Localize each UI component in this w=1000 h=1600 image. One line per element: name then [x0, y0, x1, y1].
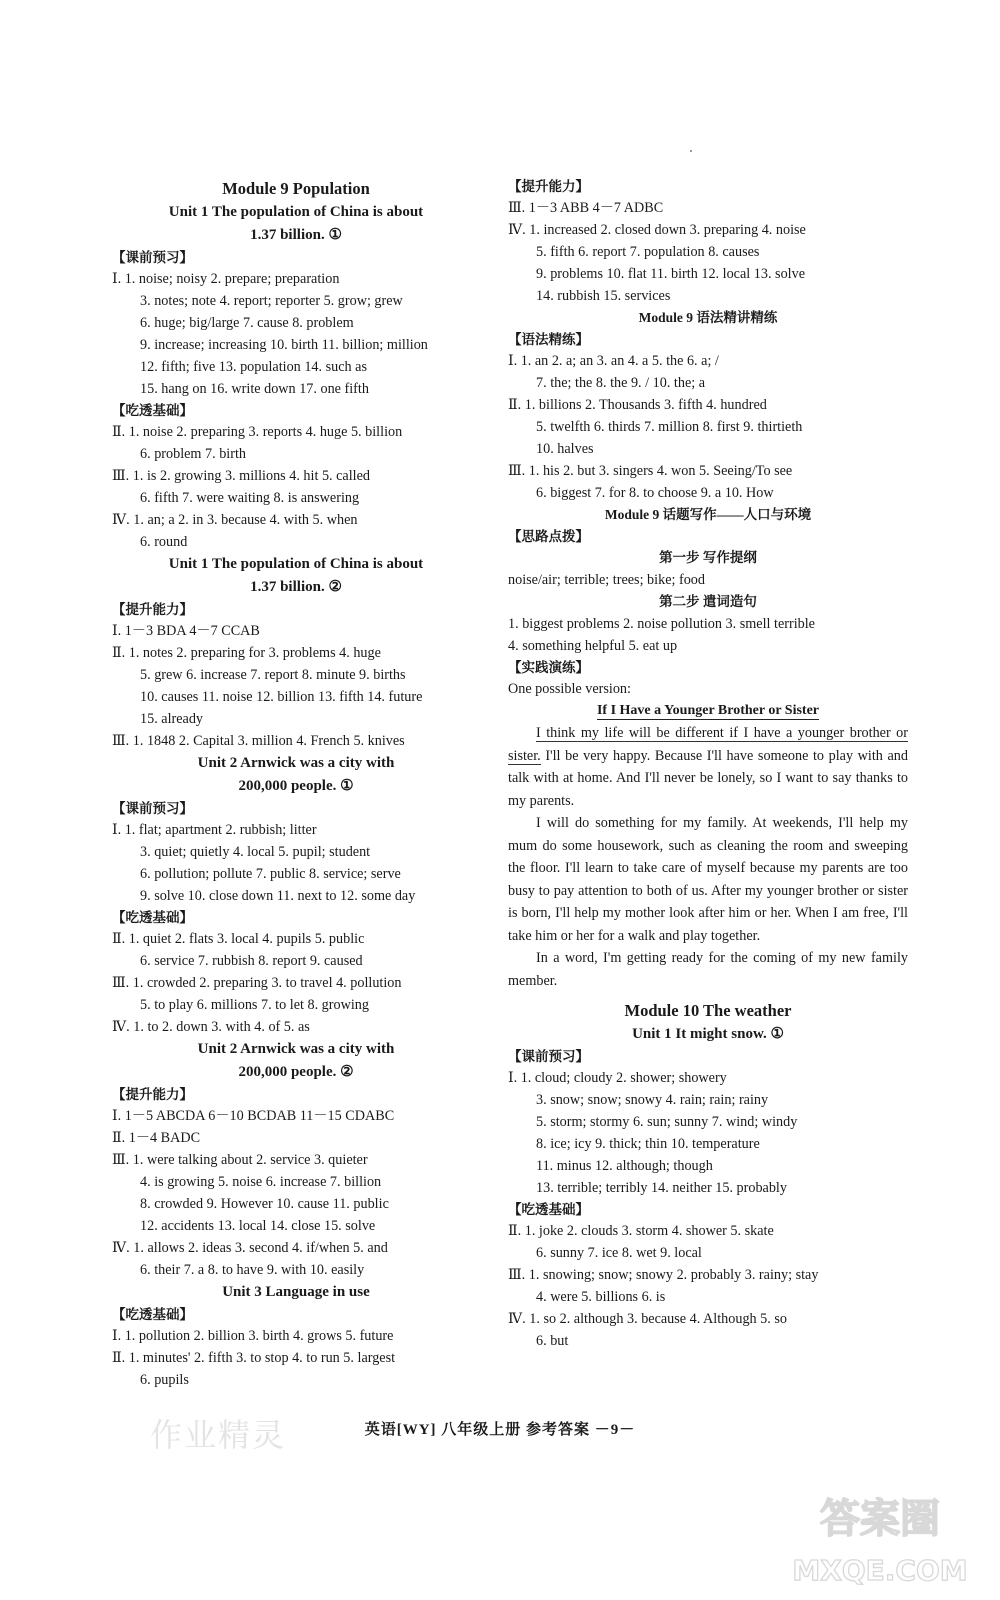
- answer-line-continued: 5. to play 6. millions 7. to let 8. growing: [140, 997, 369, 1013]
- answer-line: Ⅱ. 1. joke 2. clouds 3. storm 4. shower 5. skate: [508, 1223, 774, 1239]
- answer-line-continued: 11. minus 12. although; though: [536, 1158, 713, 1174]
- answer-line: Ⅱ. 1. minutes' 2. fifth 3. to stop 4. to run 5. largest: [112, 1350, 396, 1366]
- answer-line: Ⅳ. 1. allows 2. ideas 3. second 4. if/when 5. and: [112, 1240, 388, 1256]
- unit-heading: Unit 1 It might snow. ①: [632, 1026, 784, 1042]
- answer-line: Ⅲ. 1. is 2. growing 3. millions 4. hit 5. called: [112, 468, 371, 484]
- sub-heading: 第一步 写作提纲: [659, 550, 757, 565]
- section-label: 【课前预习】: [112, 801, 193, 816]
- answer-line: Ⅲ. 1－3 ABB 4－7 ADBC: [508, 200, 664, 216]
- answer-line-continued: 15. hang on 16. write down 17. one fifth: [140, 381, 369, 397]
- answer-line: Ⅰ. 1. an 2. a; an 3. an 4. a 5. the 6. a; /: [508, 353, 719, 369]
- answer-line-continued: 3. snow; snow; snowy 4. rain; rain; rainy: [536, 1092, 769, 1108]
- right-top-block: [508, 176, 908, 700]
- answer-line-continued: 3. notes; note 4. report; reporter 5. grow; grew: [140, 293, 403, 309]
- answer-line-continued: 6. problem 7. birth: [140, 446, 246, 462]
- answer-line: Ⅰ. 1. pollution 2. billion 3. birth 4. grows 5. future: [112, 1328, 394, 1344]
- answer-line-continued: 6. pollution; pollute 7. public 8. service; serve: [140, 866, 401, 882]
- answer-line-continued: 6. service 7. rubbish 8. report 9. caused: [140, 953, 363, 969]
- answer-line: Ⅰ. 1. noise; noisy 2. prepare; preparation: [112, 271, 340, 287]
- answer-line: Ⅳ. 1. so 2. although 3. because 4. Although 5. so: [508, 1311, 787, 1327]
- section-label: 【实践演练】: [508, 660, 589, 675]
- answer-line: Ⅱ. 1. notes 2. preparing for 3. problems 4. huge: [112, 645, 381, 661]
- right-bottom-block: [508, 998, 908, 1352]
- answer-line-continued: 6. but: [536, 1333, 569, 1349]
- answer-line-continued: 6. pupils: [140, 1372, 189, 1388]
- model-essay: [508, 700, 908, 992]
- left-column: [112, 176, 480, 1391]
- answer-line-continued: 12. accidents 13. local 14. close 15. solve: [140, 1218, 376, 1234]
- unit-heading: Unit 2 Arnwick was a city with: [197, 755, 395, 771]
- answer-line-continued: 4. is growing 5. noise 6. increase 7. billion: [140, 1174, 382, 1190]
- answer-line: Ⅲ. 1. crowded 2. preparing 3. to travel 4. pollution: [112, 975, 402, 991]
- answer-line: 4. something helpful 5. eat up: [508, 638, 678, 654]
- answer-line-continued: 13. terrible; terribly 14. neither 15. probably: [536, 1180, 787, 1196]
- answer-line: noise/air; terrible; trees; bike; food: [508, 572, 705, 588]
- answer-line-continued: 8. crowded 9. However 10. cause 11. public: [140, 1196, 389, 1212]
- answer-line: Ⅱ. 1. billions 2. Thousands 3. fifth 4. hundred: [508, 397, 767, 413]
- answer-line-continued: 7. the; the 8. the 9. / 10. the; a: [536, 375, 706, 391]
- sub-heading: Module 9 语法精讲精练: [638, 310, 778, 325]
- right-column: [508, 176, 908, 1352]
- section-label: 【吃透基础】: [508, 1202, 589, 1217]
- answer-line: Ⅱ. 1. noise 2. preparing 3. reports 4. huge 5. billion: [112, 424, 403, 440]
- answer-line-continued: 5. twelfth 6. thirds 7. million 8. first 9. thirtieth: [536, 419, 803, 435]
- section-label: 【思路点拨】: [508, 529, 589, 544]
- answer-line: Ⅲ. 1. were talking about 2. service 3. quieter: [112, 1152, 368, 1168]
- sub-heading: Module 9 话题写作——人口与环境: [604, 507, 812, 522]
- answer-line: Ⅰ. 1－5 ABCDA 6－10 BCDAB 11－15 CDABC: [112, 1108, 395, 1124]
- essay-topic-sentence: I think my life will be different if I have a younger brother or sister.: [508, 725, 908, 764]
- essay-paragraph-2: I will do something for my family. At weekends, I'll help my mum do some housework, such as cleaning the room and sweeping the floor. I'll learn to take care of myself because my parents are too busy to pay attention to both of us. After my younger brother or sister is born, I'll help my mother look after him or her. When I am free, I'll take him or her for a walk and play together.: [508, 815, 908, 944]
- answer-line-continued: 12. fifth; five 13. population 14. such as: [140, 359, 367, 375]
- essay-title: If I Have a Younger Brother or Sister: [596, 703, 820, 718]
- section-label: 【语法精练】: [508, 332, 589, 347]
- answer-line: Ⅳ. 1. increased 2. closed down 3. preparing 4. noise: [508, 222, 806, 238]
- unit-heading: Unit 3 Language in use: [222, 1284, 370, 1300]
- section-label: 【课前预习】: [508, 1049, 589, 1064]
- unit-heading: 1.37 billion. ①: [250, 227, 342, 243]
- sub-heading: 第二步 遣词造句: [659, 594, 757, 609]
- unit-heading: 1.37 billion. ②: [250, 579, 342, 595]
- section-label: 【提升能力】: [112, 1087, 193, 1102]
- section-label: 【提升能力】: [508, 179, 589, 194]
- answer-line: Ⅱ. 1－4 BADC: [112, 1130, 201, 1146]
- answer-line: Ⅱ. 1. quiet 2. flats 3. local 4. pupils 5. public: [112, 931, 365, 947]
- answer-line: Ⅳ. 1. an; a 2. in 3. because 4. with 5. when: [112, 512, 358, 528]
- answer-line-continued: 9. increase; increasing 10. birth 11. billion; million: [140, 337, 428, 353]
- answer-line-continued: 9. problems 10. flat 11. birth 12. local 13. solve: [536, 266, 805, 282]
- unit-heading: Unit 1 The population of China is about: [168, 204, 424, 220]
- scan-speck: [690, 150, 692, 152]
- answer-line-continued: 5. storm; stormy 6. sun; sunny 7. wind; windy: [536, 1114, 798, 1130]
- unit-heading: 200,000 people. ②: [238, 1064, 354, 1080]
- answer-line-continued: 10. causes 11. noise 12. billion 13. fifth 14. future: [140, 689, 423, 705]
- answer-line-continued: 5. fifth 6. report 7. population 8. causes: [536, 244, 760, 260]
- answer-line-continued: 15. already: [140, 711, 204, 727]
- essay-paragraph-1-rest: I'll be very happy. Because I'll have someone to play with and talk with at home. And I'll never be lonely, so I want to say thanks to my parents.: [508, 747, 908, 809]
- answer-line-continued: 10. halves: [536, 441, 594, 457]
- essay-paragraph-3: In a word, I'm getting ready for the coming of my new family member.: [508, 950, 908, 989]
- watermark-logo-top: 答案圈: [820, 1496, 940, 1542]
- unit-heading: Unit 2 Arnwick was a city with: [197, 1041, 395, 1057]
- watermark-logo: [780, 1480, 980, 1590]
- module-heading: Module 9 Population: [222, 179, 370, 198]
- unit-heading: Unit 1 The population of China is about: [168, 556, 424, 572]
- answer-line-continued: 3. quiet; quietly 4. local 5. pupil; student: [140, 844, 371, 860]
- essay-paragraph-1: [508, 722, 908, 812]
- answer-line: Ⅲ. 1. 1848 2. Capital 3. million 4. French 5. knives: [112, 733, 405, 749]
- answer-line: 1. biggest problems 2. noise pollution 3. smell terrible: [508, 616, 815, 632]
- section-label: 【吃透基础】: [112, 403, 193, 418]
- section-label: 【吃透基础】: [112, 910, 193, 925]
- answer-line: One possible version:: [508, 681, 631, 697]
- answer-line-continued: 6. sunny 7. ice 8. wet 9. local: [536, 1245, 702, 1261]
- answer-line: Ⅰ. 1. flat; apartment 2. rubbish; litter: [112, 822, 317, 838]
- answer-line-continued: 5. grew 6. increase 7. report 8. minute 9. births: [140, 667, 406, 683]
- watermark-left: 作业精灵: [150, 1416, 287, 1454]
- section-label: 【吃透基础】: [112, 1307, 193, 1322]
- watermark-logo-bottom: MXQE.COM: [792, 1554, 968, 1587]
- answer-line-continued: 6. huge; big/large 7. cause 8. problem: [140, 315, 354, 331]
- section-label: 【提升能力】: [112, 602, 193, 617]
- answer-line: Ⅲ. 1. his 2. but 3. singers 4. won 5. Seeing/To see: [508, 463, 793, 479]
- answer-line-continued: 6. biggest 7. for 8. to choose 9. a 10. How: [536, 485, 774, 501]
- answer-line-continued: 9. solve 10. close down 11. next to 12. some day: [140, 888, 416, 904]
- answer-line: Ⅳ. 1. to 2. down 3. with 4. of 5. as: [112, 1019, 310, 1035]
- answer-line: Ⅲ. 1. snowing; snow; snowy 2. probably 3. rainy; stay: [508, 1267, 819, 1283]
- answer-line-continued: 8. ice; icy 9. thick; thin 10. temperature: [536, 1136, 760, 1152]
- answer-line-continued: 6. round: [140, 534, 188, 550]
- answer-line: Ⅰ. 1. cloud; cloudy 2. shower; showery: [508, 1070, 727, 1086]
- answer-line-continued: 4. were 5. billions 6. is: [536, 1289, 666, 1305]
- page-footer: 英语[WY] 八年级上册 参考答案 －9－: [364, 1422, 636, 1438]
- answer-line-continued: 6. fifth 7. were waiting 8. is answering: [140, 490, 360, 506]
- answer-line-continued: 6. their 7. a 8. to have 9. with 10. easily: [140, 1262, 365, 1278]
- answer-line: Ⅰ. 1－3 BDA 4－7 CCAB: [112, 623, 260, 639]
- answer-line-continued: 14. rubbish 15. services: [536, 288, 671, 304]
- section-label: 【课前预习】: [112, 250, 193, 265]
- unit-heading: 200,000 people. ①: [238, 778, 354, 794]
- module-heading: Module 10 The weather: [624, 1001, 792, 1020]
